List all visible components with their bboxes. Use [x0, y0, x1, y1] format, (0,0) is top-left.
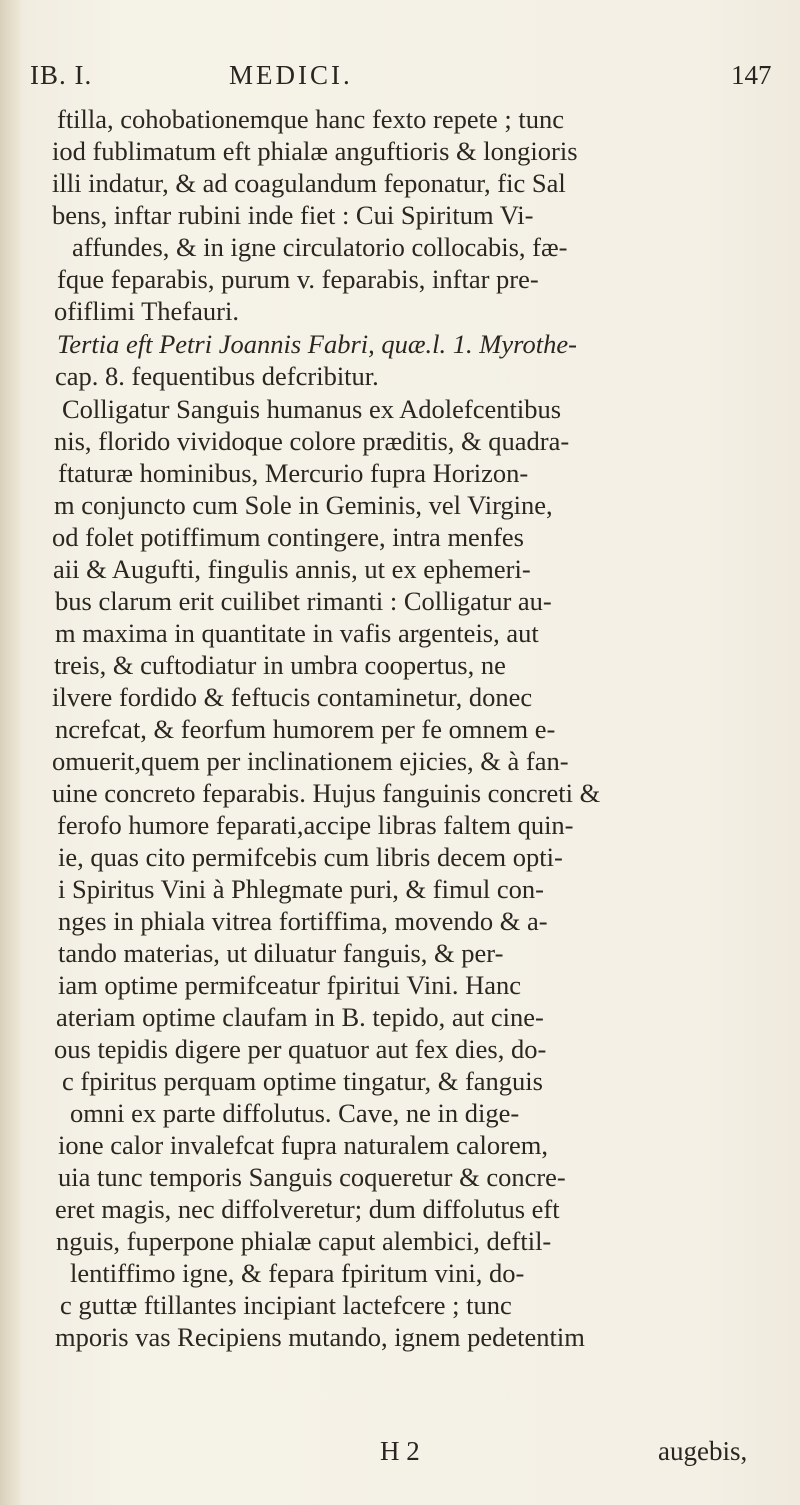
text-line: od folet potiffimum contingere, intra menfes: [52, 522, 524, 552]
text-line: lentiffimo igne, & fepara fpiritum vini, do-: [70, 1258, 525, 1288]
running-header: [0, 60, 800, 100]
header-title: MEDICI.: [229, 60, 353, 90]
text-line: Colligatur Sanguis humanus ex Adolefcentibus: [62, 394, 562, 424]
text-line: ie, quas cito permifcebis cum libris decem opti-: [58, 842, 563, 872]
text-line: i Spiritus Vini à Phlegmate puri, & fimul con-: [58, 874, 544, 904]
page-gutter: [0, 0, 22, 1505]
text-line: tando materias, ut diluatur fanguis, & per-: [58, 938, 504, 968]
text-line: bus clarum erit cuilibet rimanti : Colligatur au-: [55, 586, 552, 616]
text-line: cap. 8. fequentibus defcribitur.: [55, 361, 379, 391]
text-line: ftilla, cohobationemque hanc fexto repete ; tunc: [57, 104, 564, 134]
text-line: mporis vas Recipiens mutando, ignem pedetentim: [55, 1322, 585, 1352]
text-line: ofiflimi Thefauri.: [54, 296, 239, 326]
text-line: treis, & cuftodiatur in umbra coopertus, ne: [54, 650, 506, 680]
text-line: ione calor invalefcat fupra naturalem calorem,: [58, 1130, 548, 1160]
text-line: fque feparabis, purum v. feparabis, inftar pre-: [57, 264, 539, 294]
text-line: m conjuncto cum Sole in Geminis, vel Virgine,: [54, 490, 553, 520]
text-line: illi indatur, & ad coagulandum feponatur, fic Sal: [52, 168, 566, 198]
page-footer: [0, 1436, 800, 1472]
catchword: augebis,: [658, 1436, 748, 1466]
text-line: iod fublimatum eft phialæ anguftioris & longioris: [52, 136, 578, 166]
text-line: c fpiritus perquam optime tingatur, & fanguis: [62, 1066, 543, 1096]
text-line: affundes, & in igne circulatorio collocabis, fæ-: [72, 232, 568, 262]
text-line: ous tepidis digere per quatuor aut fex dies, do-: [54, 1034, 547, 1064]
text-line: eret magis, nec diffolveretur; dum diffolutus eft: [55, 1194, 560, 1224]
text-line: c guttæ ftillantes incipiant lactefcere ; tunc: [60, 1290, 512, 1320]
text-line: ftaturæ hominibus, Mercurio fupra Horizon-: [58, 458, 529, 488]
signature-mark: H 2: [380, 1436, 420, 1466]
text-line: Tertia eft Petri Joannis Fabri, quæ.l. 1. Myrothe-: [57, 329, 577, 359]
text-line: uia tunc temporis Sanguis coqueretur & concre-: [58, 1162, 566, 1192]
text-line: ateriam optime claufam in B. tepido, aut cine-: [56, 1002, 544, 1032]
text-line: nis, florido vividoque colore præditis, & quadra-: [54, 426, 570, 456]
header-left: IB. I.: [30, 60, 93, 90]
page-number: 147: [731, 60, 772, 90]
text-line: nges in phiala vitrea fortiffima, movendo & a-: [58, 906, 548, 936]
text-line: omuerit,quem per inclinationem ejicies, & à fan-: [52, 746, 569, 776]
text-line: nguis, fuperpone phialæ caput alembici, deftil-: [56, 1226, 552, 1256]
text-line: uine concreto feparabis. Hujus fanguinis concreti &: [52, 778, 601, 808]
text-line: ncrefcat, & feorfum humorem per fe omnem e-: [55, 714, 556, 744]
text-line: ferofo humore feparati,accipe libras faltem quin-: [57, 810, 574, 840]
text-line: iam optime permifceatur fpiritui Vini. Hanc: [58, 970, 521, 1000]
text-line: m maxima in quantitate in vafis argenteis, aut: [55, 618, 539, 648]
text-line: ilvere fordido & feftucis contaminetur, donec: [52, 682, 533, 712]
text-line: omni ex parte diffolutus. Cave, ne in dige-: [70, 1098, 520, 1128]
text-line: bens, inftar rubini inde fiet : Cui Spiritum Vi-: [52, 200, 534, 230]
text-line: aii & Augufti, fingulis annis, ut ex ephemeri-: [53, 554, 531, 584]
